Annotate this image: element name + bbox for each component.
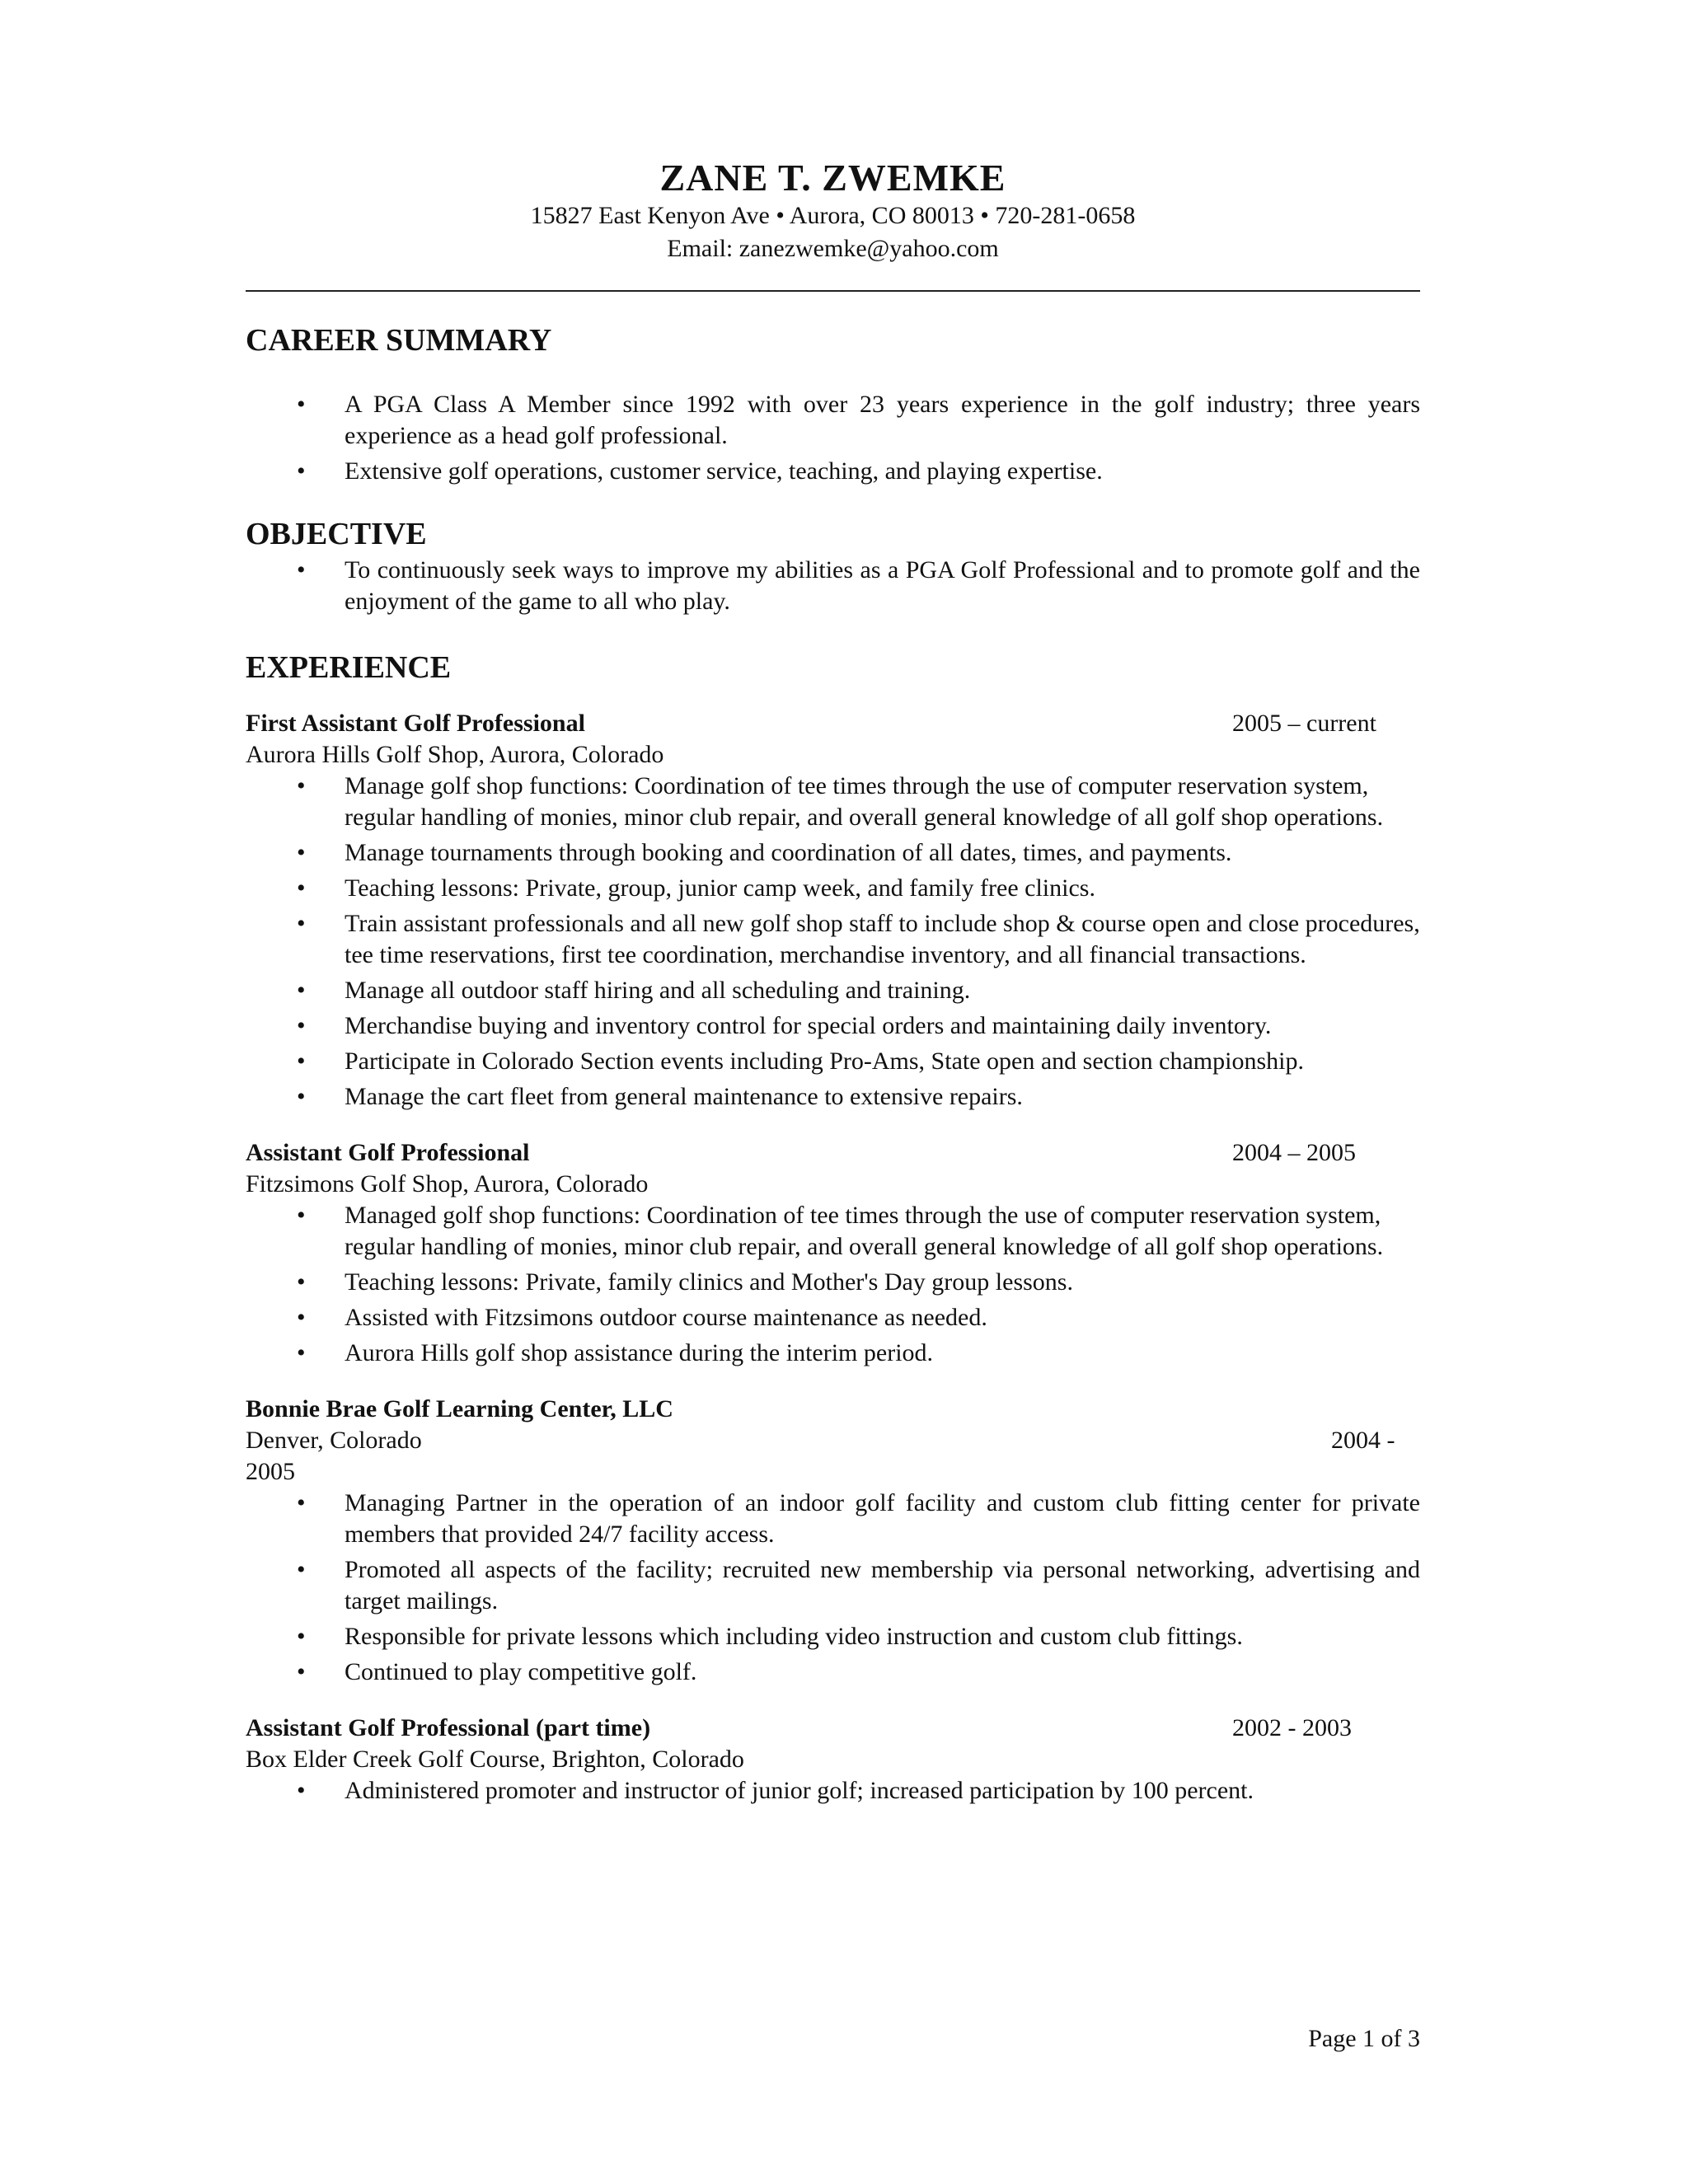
job-header — [246, 1394, 1420, 1425]
list-item: • Merchandise buying and inventory control for special orders and maintaining daily inventory. — [246, 1010, 1420, 1042]
job-dates: 2004 - — [1331, 1427, 1395, 1454]
career-summary-section — [246, 321, 1420, 487]
experience-section — [246, 649, 1420, 1807]
job-title: Assistant Golf Professional — [246, 1139, 530, 1166]
job-duties — [246, 771, 1420, 1113]
career-summary-title: CAREER SUMMARY — [246, 323, 552, 358]
job-duties — [246, 1775, 1420, 1807]
bullet-icon: • — [297, 910, 306, 937]
list-item: • Teaching lessons: Private, group, junior camp week, and family free clinics. — [246, 873, 1420, 904]
list-item: • Assisted with Fitzsimons outdoor course maintenance as needed. — [246, 1302, 1420, 1333]
experience-title: EXPERIENCE — [246, 650, 452, 685]
address-line: 15827 East Kenyon Ave • Aurora, CO 80013 • 720-281-0658 — [530, 202, 1136, 229]
list-item: • Promoted all aspects of the facility; recruited new membership via personal networking, advertising and target mailings. — [297, 1556, 1420, 1615]
job-title: Bonnie Brae Golf Learning Center, LLC — [246, 1395, 673, 1422]
page-number: Page 1 of 3 — [1308, 2025, 1420, 2052]
employer: Aurora Hills Golf Shop, Aurora, Colorado — [246, 741, 664, 768]
job-header — [246, 1137, 1420, 1169]
bullet-icon: • — [297, 1658, 306, 1685]
list-item: • Participate in Colorado Section events including Pro-Ams, State open and section championship. — [246, 1046, 1420, 1077]
list-item: • Extensive golf operations, customer service, teaching, and playing expertise. — [246, 456, 1420, 487]
job-entry — [246, 1137, 1420, 1369]
job-dates: 2005 – current — [1232, 710, 1376, 737]
list-item: • Manage all outdoor staff hiring and all scheduling and training. — [246, 975, 1420, 1006]
objective-title: OBJECTIVE — [246, 517, 427, 551]
job-duties — [246, 1488, 1420, 1688]
bullet-icon: • — [297, 556, 306, 583]
job-title: Assistant Golf Professional (part time) — [246, 1714, 651, 1741]
bullet-icon: • — [297, 391, 306, 418]
bullet-icon: • — [297, 874, 306, 902]
job-title: First Assistant Golf Professional — [246, 710, 585, 737]
objective-section — [246, 515, 1420, 617]
bullet-icon: • — [297, 1339, 306, 1366]
job-entry — [246, 708, 1420, 1113]
list-item: • To continuously seek ways to improve my abilities as a PGA Golf Professional and to promote golf and the enjoyment of the game to all who play. — [297, 556, 1420, 615]
bullet-icon: • — [297, 1556, 306, 1583]
employer-row — [246, 1425, 1420, 1456]
job-dates-wrap: 2005 — [246, 1458, 295, 1485]
job-dates: 2004 – 2005 — [1232, 1139, 1356, 1166]
bullet-icon: • — [297, 457, 306, 485]
list-item: • Responsible for private lessons which including video instruction and custom club fittings. — [246, 1621, 1420, 1652]
list-item: • Administered promoter and instructor of junior golf; increased participation by 100 percent. — [246, 1775, 1420, 1807]
bullet-icon: • — [297, 1268, 306, 1296]
list-item: • Manage golf shop functions: Coordination of tee times through the use of computer reservation system, regular handling of monies, minor club repair, and overall general knowledge of all golf shop operations. — [297, 772, 1384, 831]
bullet-icon: • — [297, 1304, 306, 1331]
bullet-icon: • — [297, 1083, 306, 1110]
bullet-icon: • — [297, 1623, 306, 1650]
candidate-name: ZANE T. ZWEMKE — [659, 157, 1006, 199]
bullet-icon: • — [297, 977, 306, 1004]
bullet-icon: • — [297, 1012, 306, 1039]
list-item: • Managed golf shop functions: Coordination of tee times through the use of computer reservation system, regular handling of monies, minor club repair, and overall general knowledge of all golf shop operations. — [297, 1202, 1384, 1260]
resume-header — [246, 157, 1420, 265]
bullet-icon: • — [297, 772, 306, 799]
list-item: • Managing Partner in the operation of an indoor golf facility and custom club fitting center for private members that provided 24/7 facility access. — [297, 1489, 1420, 1548]
bullet-icon: • — [297, 1047, 306, 1075]
email-line: Email: zanezwemke@yahoo.com — [667, 235, 999, 262]
bullet-icon: • — [297, 1489, 306, 1516]
job-entry — [246, 1713, 1420, 1807]
employer: Fitzsimons Golf Shop, Aurora, Colorado — [246, 1170, 649, 1197]
list-item: • Train assistant professionals and all new golf shop staff to include shop & course open and close procedures, tee time reservations, first tee coordination, merchandise inventory, and all financial transactions. — [297, 910, 1420, 968]
job-entry — [246, 1394, 1420, 1688]
job-header — [246, 708, 1420, 739]
list-item: • Aurora Hills golf shop assistance during the interim period. — [246, 1338, 1420, 1369]
resume-page — [246, 157, 1420, 1811]
list-item: • A PGA Class A Member since 1992 with over 23 years experience in the golf industry; three years experience as a head golf professional. — [297, 391, 1420, 449]
bullet-icon: • — [297, 1777, 306, 1804]
job-duties — [246, 1200, 1420, 1369]
employer: Box Elder Creek Golf Course, Brighton, Colorado — [246, 1746, 744, 1773]
employer: Denver, Colorado — [246, 1427, 422, 1454]
bullet-icon: • — [297, 839, 306, 866]
header-divider — [246, 290, 1420, 292]
list-item: • Manage tournaments through booking and coordination of all dates, times, and payments. — [246, 837, 1420, 869]
job-dates: 2002 - 2003 — [1232, 1714, 1352, 1741]
objective-list — [246, 555, 1420, 617]
job-header — [246, 1713, 1420, 1744]
list-item: • Continued to play competitive golf. — [246, 1657, 1420, 1688]
career-summary-list — [246, 389, 1420, 487]
list-item: • Teaching lessons: Private, family clinics and Mother's Day group lessons. — [246, 1267, 1420, 1298]
list-item: • Manage the cart fleet from general maintenance to extensive repairs. — [246, 1081, 1420, 1113]
bullet-icon: • — [297, 1202, 306, 1229]
